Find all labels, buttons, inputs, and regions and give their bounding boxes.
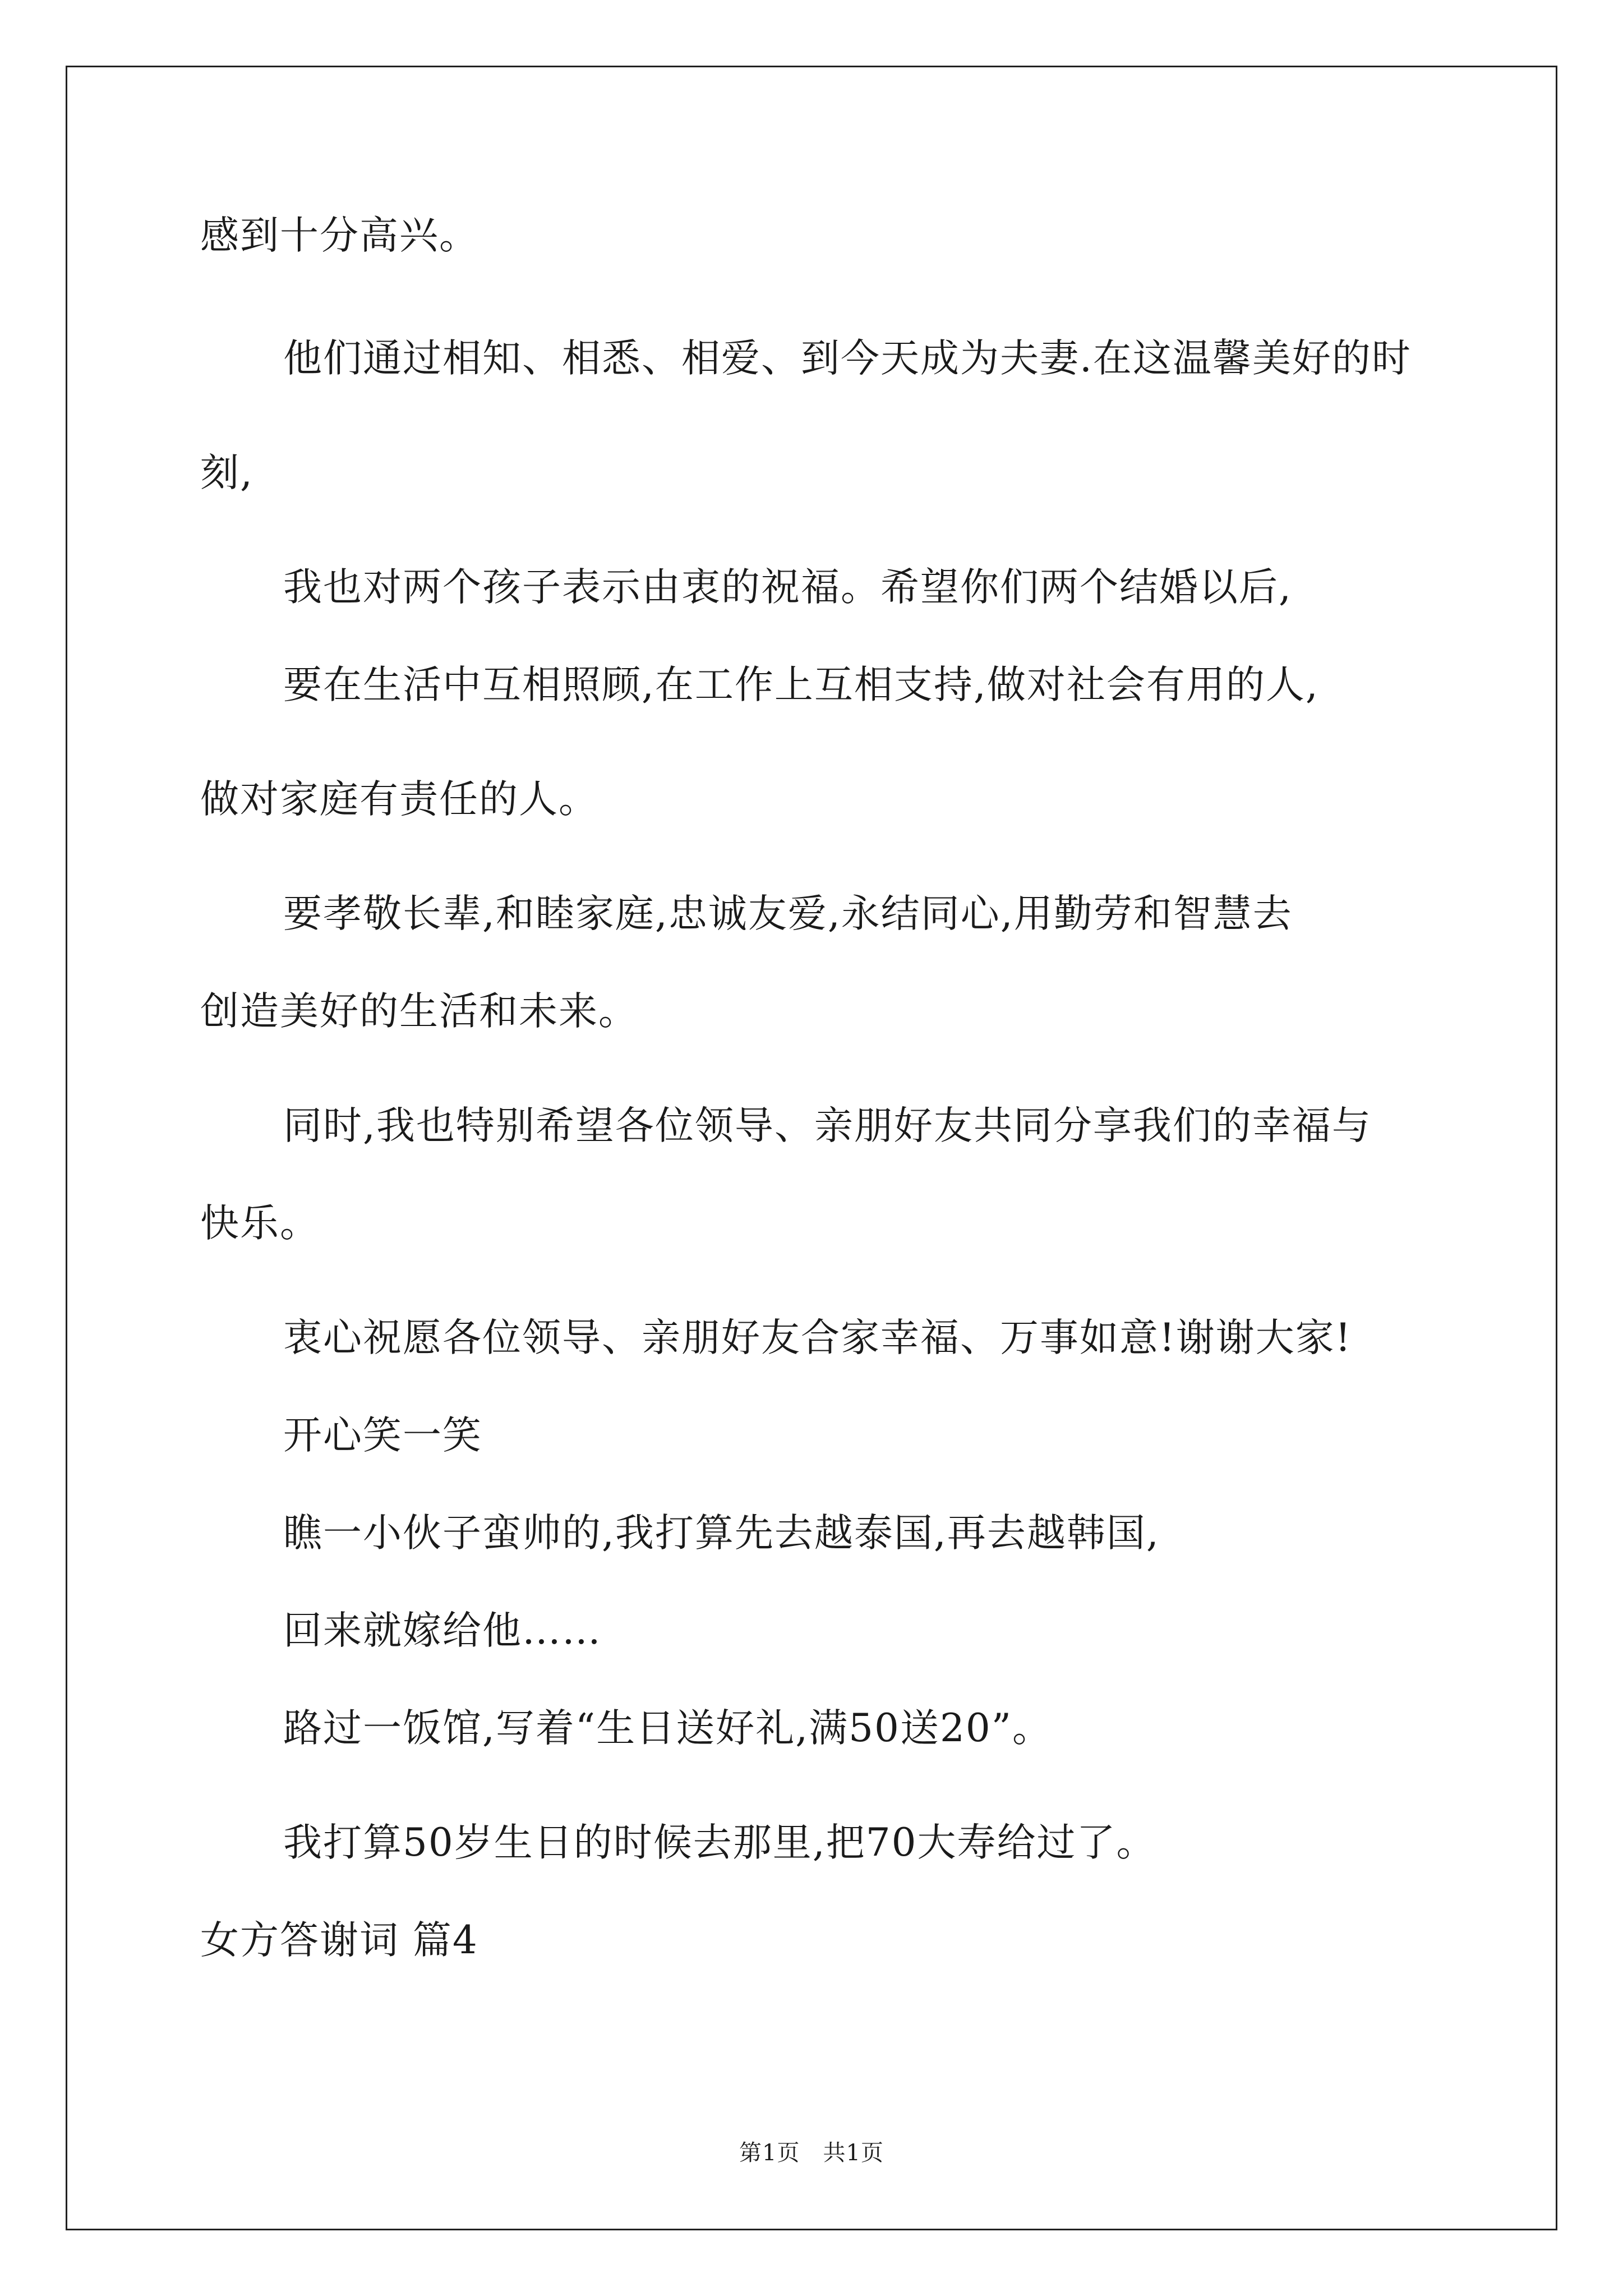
text-line: 路过一饭馆,写着“生日送好礼,满50送20”。: [283, 1706, 1053, 1751]
text-line: 快乐。: [200, 1201, 320, 1246]
section-heading: 女方答谢词 篇4: [200, 1918, 478, 1963]
text-line: 回来就嫁给他……: [283, 1608, 602, 1653]
text-line: 要孝敬长辈,和睦家庭,忠诚友爱,永结同心,用勤劳和智慧去: [283, 891, 1293, 936]
text-line: 要在生活中互相照顾,在工作上互相支持,做对社会有用的人,: [283, 662, 1319, 707]
page-number: 第1页 共1页: [739, 2140, 884, 2166]
text-line: 做对家庭有责任的人。: [200, 777, 598, 822]
text-line: 同时,我也特别希望各位领导、亲朋好友共同分享我们的幸福与: [283, 1103, 1372, 1148]
text-line: 我也对两个孩子表示由衷的祝福。希望你们两个结婚以后,: [283, 565, 1292, 610]
text-line: 创造美好的生活和未来。: [200, 989, 638, 1034]
text-line: 开心笑一笑: [283, 1413, 482, 1458]
text-line: 衷心祝愿各位领导、亲朋好友合家幸福、万事如意!谢谢大家!: [283, 1315, 1352, 1360]
text-line: 他们通过相知、相悉、相爱、到今天成为夫妻.在这温馨美好的时: [283, 336, 1412, 381]
text-line: 感到十分高兴。: [200, 213, 479, 258]
text-line: 瞧一小伙子蛮帅的,我打算先去越泰国,再去越韩国,: [283, 1511, 1160, 1556]
text-line: 刻,: [200, 450, 253, 495]
text-line: 我打算50岁生日的时候去那里,把70大寿给过了。: [283, 1820, 1156, 1865]
